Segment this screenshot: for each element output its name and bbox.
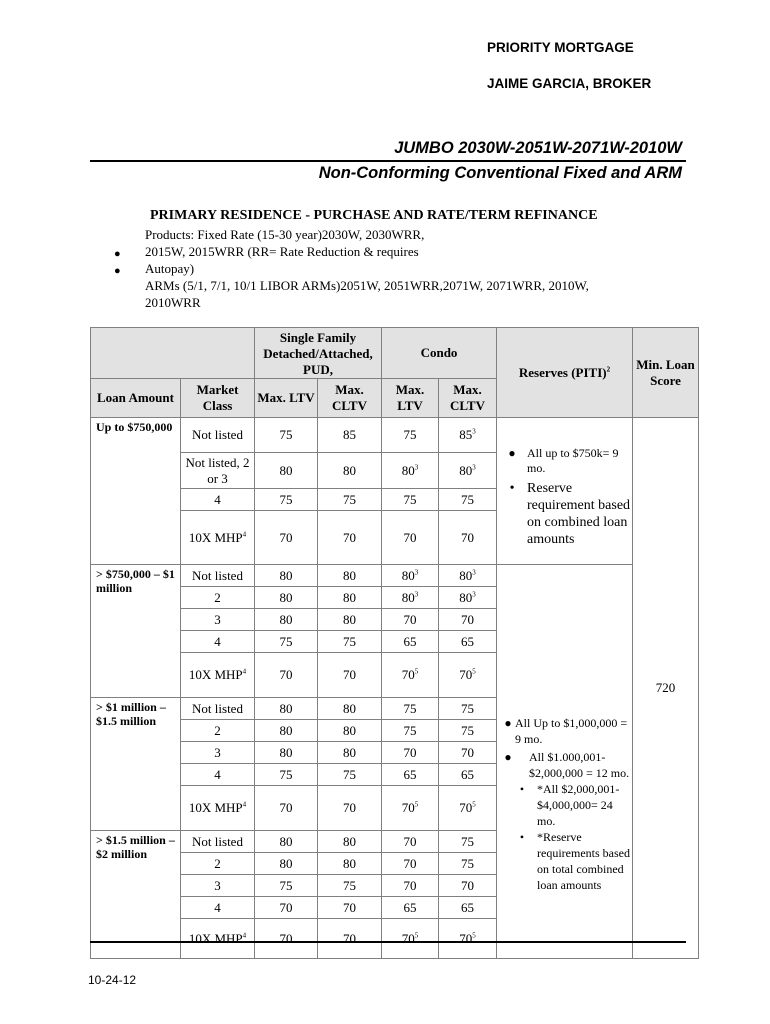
bullet-icon: ● — [504, 750, 512, 764]
market-class-cell — [181, 631, 255, 653]
market-class-cell-value: 3 — [214, 744, 221, 760]
sfd-ltv-cell — [255, 742, 318, 764]
condo-cltv-cell-value: 70 — [459, 800, 473, 815]
condo-ltv-cell-value: 70 — [401, 800, 415, 815]
market-class-cell-value: Not listed, 2 or 3 — [185, 454, 250, 486]
condo-cltv-cell-value: 70 — [461, 529, 474, 545]
reserves-notes — [497, 565, 632, 893]
footnote-marker: 4 — [242, 530, 247, 539]
footnote-marker: 3 — [414, 463, 419, 472]
sfd-cltv-cell — [318, 453, 382, 489]
footnote-marker: 5 — [414, 667, 419, 676]
condo-cltv-cell — [439, 853, 497, 875]
condo-ltv-cell — [382, 786, 439, 831]
sfd-cltv-cell — [318, 587, 382, 609]
footnote-marker: 4 — [242, 667, 247, 676]
condo-ltv-cell — [382, 653, 439, 698]
bullet-icon: ● — [114, 248, 121, 260]
sfd-group-header: Single Family Detached/Attached, PUD, — [255, 328, 382, 379]
reserves-note: All $1.000,001- $2,000,000 = 12 mo. — [529, 750, 630, 780]
sfd-ltv-cell-value: 80 — [279, 833, 293, 849]
condo-cltv-cell-value: 65 — [461, 766, 474, 782]
footnote-marker: 3 — [414, 590, 419, 599]
sfd-ltv-cell-value: 80 — [279, 722, 293, 738]
condo-ltv-cell-value: 80 — [401, 462, 415, 478]
sfd-cltv-cell — [318, 786, 382, 831]
condo-cltv-cell-value: 80 — [459, 589, 473, 605]
sfd-cltv-cell — [318, 653, 382, 698]
market-class-cell — [181, 720, 255, 742]
condo-cltv-cell-value: 70 — [459, 667, 473, 682]
market-class-cell — [181, 742, 255, 764]
condo-ltv-cell — [382, 453, 439, 489]
sfd-cltv-cell-value: 75 — [343, 766, 356, 782]
sfd-cltv-cell-value: 80 — [343, 833, 356, 849]
condo-ltv-cell — [382, 742, 439, 764]
condo-cltv-cell — [439, 831, 497, 853]
products-description — [145, 226, 589, 311]
sfd-ltv-cell — [255, 764, 318, 786]
condo-ltv-cell — [382, 831, 439, 853]
condo-ltv-cell-value: 75 — [403, 427, 417, 442]
sfd-cltv-cell — [318, 875, 382, 897]
condo-max-cltv-header: Max. CLTV — [439, 379, 497, 418]
condo-cltv-cell — [439, 609, 497, 631]
sfd-ltv-cell-value: 80 — [279, 589, 293, 605]
condo-max-ltv-header: Max. LTV — [382, 379, 439, 418]
company-name: PRIORITY MORTGAGE — [487, 40, 634, 55]
condo-cltv-cell — [439, 511, 497, 565]
sfd-cltv-cell — [318, 919, 382, 959]
sfd-ltv-cell — [255, 418, 318, 453]
footnote-marker: 4 — [242, 931, 247, 940]
sfd-ltv-cell — [255, 609, 318, 631]
sfd-cltv-cell-value: 80 — [343, 567, 356, 583]
sfd-cltv-cell — [318, 897, 382, 919]
table-row — [91, 418, 699, 453]
sfd-ltv-cell — [255, 720, 318, 742]
market-class-cell-value: 3 — [214, 877, 221, 893]
market-class-cell-value: 10X MHP — [188, 930, 243, 946]
sfd-ltv-cell — [255, 853, 318, 875]
sfd-ltv-cell — [255, 653, 318, 698]
market-class-cell — [181, 587, 255, 609]
sfd-cltv-cell-value: 80 — [343, 462, 356, 478]
section-heading: PRIMARY RESIDENCE - PURCHASE AND RATE/TERM REFINANCE — [150, 208, 598, 223]
condo-cltv-cell-value: 85 — [459, 427, 473, 442]
condo-ltv-cell — [382, 875, 439, 897]
market-class-cell — [181, 489, 255, 511]
sfd-cltv-cell — [318, 698, 382, 720]
reserves-cell — [497, 565, 633, 959]
market-class-cell-value: 2 — [214, 722, 221, 738]
condo-cltv-cell — [439, 764, 497, 786]
condo-ltv-cell — [382, 418, 439, 453]
document-subtitle: Non-Conforming Conventional Fixed and ARM — [318, 164, 682, 182]
sfd-ltv-cell — [255, 831, 318, 853]
condo-cltv-cell — [439, 698, 497, 720]
sfd-ltv-cell-value: 70 — [279, 899, 293, 915]
sfd-cltv-cell-value: 80 — [343, 700, 356, 716]
market-class-cell — [181, 698, 255, 720]
sfd-ltv-cell-value: 75 — [279, 491, 293, 507]
reserves-note: All up to $750k= 9 mo. — [527, 446, 619, 475]
market-class-cell-value: 10X MHP — [188, 529, 243, 545]
sfd-cltv-cell-value: 80 — [343, 855, 356, 871]
sfd-cltv-cell — [318, 831, 382, 853]
footnote-marker: 3 — [472, 463, 476, 472]
sfd-cltv-cell-value: 80 — [343, 589, 356, 605]
sfd-ltv-cell-value: 80 — [279, 567, 293, 583]
loan-amount-cell: Up to $750,000 — [91, 418, 181, 565]
market-class-cell-value: Not listed — [192, 427, 243, 442]
condo-group-header: Condo — [382, 328, 497, 379]
sfd-ltv-cell-value: 75 — [279, 877, 293, 893]
condo-ltv-cell — [382, 720, 439, 742]
sfd-ltv-cell — [255, 511, 318, 565]
sfd-cltv-cell-value: 80 — [343, 611, 356, 627]
condo-ltv-cell-value: 70 — [403, 855, 417, 871]
condo-ltv-cell-value: 70 — [403, 833, 417, 849]
footnote-marker: 5 — [414, 931, 419, 940]
condo-ltv-cell-value: 70 — [401, 667, 415, 682]
condo-ltv-cell-value: 70 — [403, 611, 417, 627]
bullet-icon: ● — [508, 446, 516, 460]
footnote-marker: 3 — [472, 427, 476, 436]
sfd-cltv-cell-value: 70 — [343, 930, 356, 946]
market-class-cell — [181, 897, 255, 919]
sfd-ltv-cell-value: 80 — [279, 855, 293, 871]
condo-ltv-cell — [382, 511, 439, 565]
products-line: ARMs (5/1, 7/1, 10/1 LIBOR ARMs)2051W, 2051WRR,2071W, 2071WRR, 2010W, — [145, 278, 589, 293]
market-class-cell-value: 4 — [214, 899, 221, 915]
condo-cltv-cell — [439, 418, 497, 453]
eligibility-table — [90, 327, 699, 959]
condo-ltv-cell-value: 80 — [401, 567, 415, 583]
condo-cltv-cell-value: 75 — [461, 855, 474, 871]
sfd-ltv-cell-value: 70 — [279, 529, 293, 545]
sfd-cltv-cell-value: 75 — [343, 633, 356, 649]
condo-cltv-cell — [439, 875, 497, 897]
condo-ltv-cell — [382, 587, 439, 609]
reserves-header-label: Reserves (PITI) — [518, 364, 607, 380]
sfd-ltv-cell — [255, 875, 318, 897]
sfd-ltv-cell — [255, 489, 318, 511]
market-class-cell-value: 4 — [214, 766, 221, 782]
condo-cltv-cell-value: 80 — [459, 462, 473, 478]
market-class-cell — [181, 609, 255, 631]
reserves-notes — [497, 418, 632, 548]
sfd-cltv-cell-value: 70 — [343, 800, 356, 815]
condo-cltv-cell-value: 70 — [461, 744, 474, 760]
sfd-cltv-cell-value: 80 — [343, 744, 356, 760]
sfd-max-cltv-header: Max. CLTV — [318, 379, 382, 418]
reserves-cell — [497, 418, 633, 565]
sfd-cltv-cell — [318, 609, 382, 631]
condo-cltv-cell-value: 70 — [459, 930, 473, 946]
condo-ltv-cell-value: 70 — [401, 930, 415, 946]
footnote-marker: 5 — [472, 667, 476, 676]
sfd-ltv-cell-value: 80 — [279, 744, 293, 760]
sfd-cltv-cell-value: 70 — [343, 667, 356, 682]
condo-cltv-cell-value: 75 — [461, 700, 474, 716]
condo-cltv-cell — [439, 565, 497, 587]
condo-cltv-cell — [439, 587, 497, 609]
market-class-cell — [181, 875, 255, 897]
products-line: 2015W, 2015WRR (RR= Rate Reduction & requires — [145, 244, 419, 259]
condo-ltv-cell-value: 65 — [403, 899, 417, 915]
condo-cltv-cell — [439, 897, 497, 919]
market-class-cell-value: 2 — [214, 589, 221, 605]
sfd-cltv-cell-value: 75 — [343, 491, 356, 507]
footnote-marker: 4 — [242, 800, 247, 809]
condo-cltv-cell-value: 70 — [461, 877, 474, 893]
sfd-cltv-cell — [318, 853, 382, 875]
market-class-cell — [181, 786, 255, 831]
sfd-cltv-cell — [318, 631, 382, 653]
condo-cltv-cell — [439, 631, 497, 653]
condo-ltv-cell-value: 70 — [403, 744, 417, 760]
min-score-cell: 720 — [633, 418, 699, 959]
bullet-icon: • — [519, 782, 525, 796]
reserves-note: Reserve requirement based on combined loan amounts — [527, 481, 631, 547]
market-class-cell-value: 4 — [214, 491, 221, 507]
sfd-ltv-cell-value: 70 — [279, 667, 293, 682]
condo-cltv-cell-value: 65 — [461, 633, 474, 649]
condo-ltv-cell-value: 70 — [403, 529, 417, 545]
title-divider — [90, 160, 686, 162]
loan-amount-cell: > $750,000 – $1 million — [91, 565, 181, 698]
condo-ltv-cell — [382, 897, 439, 919]
footer-date: 10-24-12 — [88, 973, 137, 987]
sfd-ltv-cell — [255, 631, 318, 653]
sfd-ltv-cell — [255, 698, 318, 720]
loan-amount-cell: > $1.5 million – $2 million — [91, 831, 181, 959]
sfd-cltv-cell-value: 70 — [343, 529, 356, 545]
sfd-ltv-cell — [255, 453, 318, 489]
sfd-cltv-cell-value: 75 — [343, 877, 356, 893]
condo-ltv-cell-value: 75 — [403, 491, 417, 507]
market-class-cell — [181, 764, 255, 786]
condo-ltv-cell-value: 80 — [401, 589, 415, 605]
bullet-icon: ● — [114, 265, 121, 277]
sfd-cltv-cell-value: 80 — [343, 722, 356, 738]
condo-ltv-cell-value: 75 — [403, 722, 417, 738]
market-class-cell — [181, 653, 255, 698]
sfd-cltv-cell — [318, 742, 382, 764]
market-class-cell — [181, 511, 255, 565]
bullet-icon: • — [519, 830, 525, 844]
sfd-ltv-cell-value: 80 — [279, 700, 293, 716]
condo-cltv-cell — [439, 453, 497, 489]
condo-ltv-cell — [382, 853, 439, 875]
condo-ltv-cell-value: 70 — [403, 877, 417, 893]
bullet-icon: • — [509, 481, 515, 496]
loan-amount-cell: > $1 million – $1.5 million — [91, 698, 181, 831]
condo-cltv-cell-value: 65 — [461, 899, 474, 915]
market-class-cell — [181, 565, 255, 587]
sfd-cltv-cell — [318, 764, 382, 786]
condo-cltv-cell-value: 75 — [461, 722, 474, 738]
reserves-note: *All $2,000,001- $4,000,000= 24 mo. — [537, 782, 620, 828]
sfd-cltv-cell — [318, 489, 382, 511]
market-class-cell-value: 10X MHP — [188, 667, 243, 682]
footnote-marker: 5 — [472, 931, 476, 940]
products-line: Products: Fixed Rate (15-30 year)2030W, 2030WRR, — [145, 227, 425, 242]
market-class-cell-value: 4 — [214, 633, 221, 649]
condo-ltv-cell — [382, 764, 439, 786]
document-title: JUMBO 2030W-2051W-2071W-2010W — [394, 139, 682, 157]
footnote-marker: 3 — [472, 568, 476, 577]
sfd-ltv-cell-value: 75 — [279, 766, 293, 782]
condo-ltv-cell-value: 75 — [403, 700, 417, 716]
condo-cltv-cell — [439, 919, 497, 959]
market-class-cell — [181, 831, 255, 853]
sfd-ltv-cell-value: 80 — [279, 611, 293, 627]
reserves-footnote: 2 — [606, 365, 611, 374]
condo-cltv-cell-value: 75 — [461, 833, 474, 849]
sfd-ltv-cell — [255, 897, 318, 919]
sfd-ltv-cell — [255, 786, 318, 831]
market-class-cell — [181, 418, 255, 453]
loan-amount-header: Loan Amount — [91, 379, 181, 418]
sfd-ltv-cell-value: 75 — [279, 427, 293, 442]
condo-cltv-cell-value: 80 — [459, 567, 473, 583]
condo-cltv-cell — [439, 742, 497, 764]
market-class-header: Market Class — [181, 379, 255, 418]
reserves-header — [497, 328, 633, 418]
condo-ltv-cell — [382, 609, 439, 631]
market-class-cell — [181, 919, 255, 959]
bottom-rule — [90, 941, 686, 943]
footnote-marker: 5 — [414, 800, 419, 809]
condo-cltv-cell — [439, 653, 497, 698]
condo-ltv-cell — [382, 919, 439, 959]
footnote-marker: 3 — [414, 568, 419, 577]
footnote-marker: 5 — [472, 800, 476, 809]
min-score-header: Min. Loan Score — [633, 328, 699, 418]
broker-name: JAIME GARCIA, BROKER — [487, 76, 652, 91]
sfd-cltv-cell — [318, 720, 382, 742]
footnote-marker: 3 — [472, 590, 476, 599]
sfd-ltv-cell-value: 75 — [279, 633, 293, 649]
condo-cltv-cell — [439, 489, 497, 511]
market-class-cell-value: Not listed — [192, 700, 243, 716]
condo-cltv-cell — [439, 786, 497, 831]
sfd-cltv-cell — [318, 511, 382, 565]
condo-ltv-cell — [382, 698, 439, 720]
market-class-cell-value: 2 — [214, 855, 221, 871]
products-line: Autopay) — [145, 261, 195, 276]
condo-ltv-cell-value: 65 — [403, 633, 417, 649]
condo-ltv-cell — [382, 565, 439, 587]
sfd-ltv-cell — [255, 565, 318, 587]
sfd-ltv-cell-value: 70 — [279, 800, 293, 815]
reserves-note: *Reserve requirements based on total combined loan amounts — [537, 830, 630, 892]
header-blank — [91, 328, 255, 379]
sfd-ltv-cell-value: 80 — [279, 462, 293, 478]
market-class-cell-value: Not listed — [192, 567, 243, 583]
condo-cltv-cell — [439, 720, 497, 742]
market-class-cell-value: 10X MHP — [188, 800, 243, 815]
bullet-icon: ● — [504, 716, 512, 730]
sfd-cltv-cell — [318, 565, 382, 587]
condo-ltv-cell — [382, 631, 439, 653]
sfd-ltv-cell — [255, 919, 318, 959]
market-class-cell-value: 3 — [214, 611, 221, 627]
condo-cltv-cell-value: 70 — [461, 611, 474, 627]
reserves-note: All Up to $1,000,000 = 9 mo. — [515, 716, 628, 746]
condo-cltv-cell-value: 75 — [461, 491, 474, 507]
market-class-cell-value: Not listed — [192, 833, 243, 849]
sfd-cltv-cell — [318, 418, 382, 453]
sfd-cltv-cell-value: 70 — [343, 899, 356, 915]
condo-ltv-cell-value: 65 — [403, 766, 417, 782]
sfd-cltv-cell-value: 85 — [343, 427, 356, 442]
table-row — [91, 565, 699, 587]
market-class-cell — [181, 453, 255, 489]
condo-ltv-cell — [382, 489, 439, 511]
sfd-max-ltv-header: Max. LTV — [255, 379, 318, 418]
market-class-cell — [181, 853, 255, 875]
products-line: 2010WRR — [145, 295, 201, 310]
sfd-ltv-cell — [255, 587, 318, 609]
sfd-ltv-cell-value: 70 — [279, 930, 293, 946]
